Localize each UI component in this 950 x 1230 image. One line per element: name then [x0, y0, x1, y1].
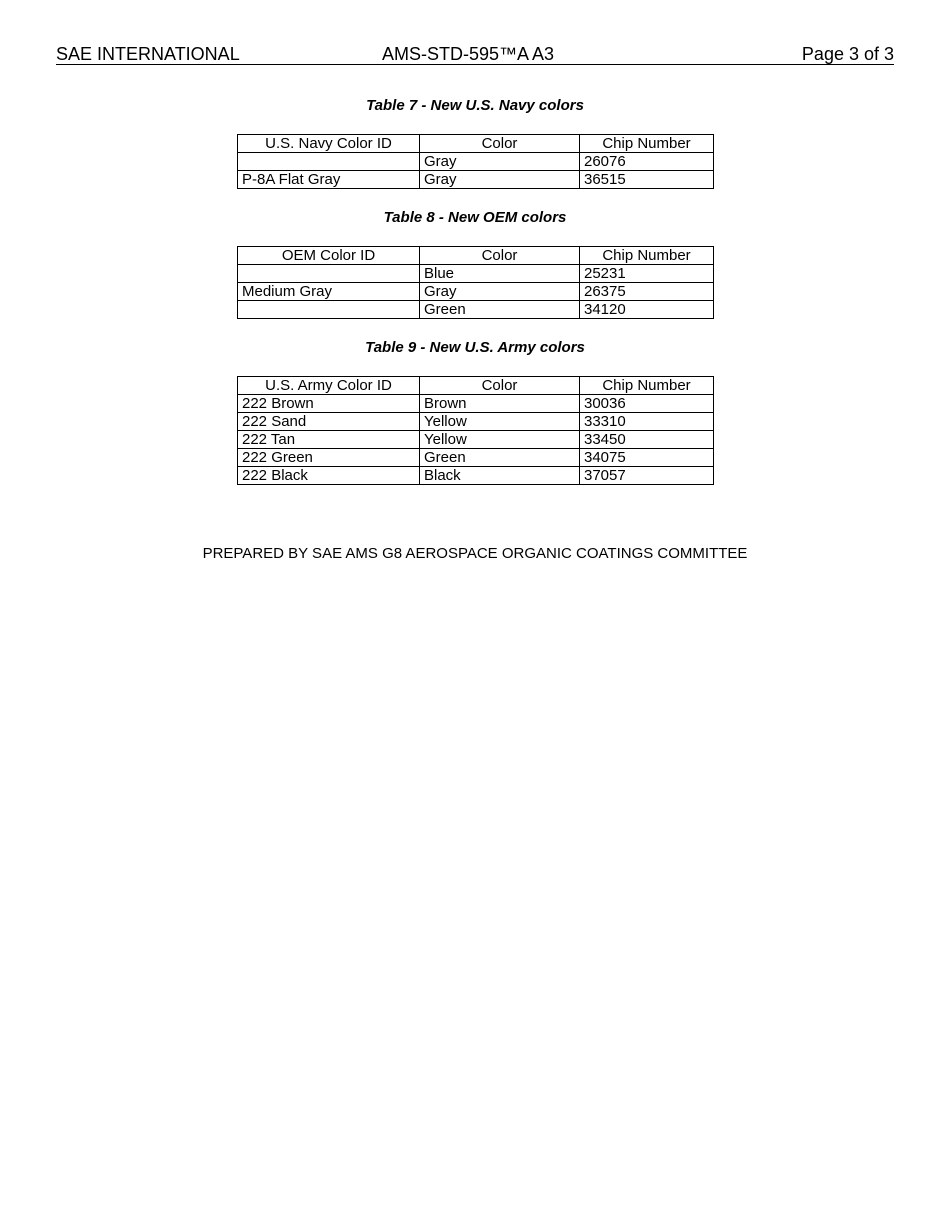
table-row: [238, 395, 714, 413]
table7-caption: Table 7 - New U.S. Navy colors: [366, 97, 584, 114]
table-row: [238, 449, 714, 467]
column-header-color: Color: [420, 377, 580, 395]
cell-color-id: 222 Tan: [238, 431, 420, 449]
table8-oem-colors: [237, 246, 714, 319]
column-header-color-id: U.S. Navy Color ID: [238, 135, 420, 153]
column-header-chip-number: Chip Number: [580, 247, 714, 265]
column-header-chip-number: Chip Number: [580, 377, 714, 395]
cell-color: Green: [420, 301, 580, 319]
cell-color: Yellow: [420, 431, 580, 449]
cell-color: Blue: [420, 265, 580, 283]
cell-color-id: 222 Black: [238, 467, 420, 485]
table8-caption: Table 8 - New OEM colors: [383, 209, 567, 226]
table-row: [238, 265, 714, 283]
header-document-id: AMS-STD-595™A A3: [382, 44, 555, 64]
cell-color: Gray: [420, 283, 580, 301]
cell-chip-number: 37057: [580, 467, 714, 485]
cell-color: Green: [420, 449, 580, 467]
header-page-number: Page 3 of 3: [801, 44, 894, 64]
column-header-color: Color: [420, 247, 580, 265]
table-row: [238, 283, 714, 301]
cell-chip-number: 26375: [580, 283, 714, 301]
column-header-color-id: OEM Color ID: [238, 247, 420, 265]
table-row: [238, 301, 714, 319]
column-header-color-id: U.S. Army Color ID: [238, 377, 420, 395]
header-organization: SAE INTERNATIONAL: [56, 44, 240, 64]
cell-color-id: 222 Brown: [238, 395, 420, 413]
cell-color-id: [238, 153, 420, 171]
cell-color: Gray: [420, 153, 580, 171]
cell-chip-number: 33450: [580, 431, 714, 449]
cell-color: Yellow: [420, 413, 580, 431]
table-row: [238, 431, 714, 449]
cell-color-id: 222 Green: [238, 449, 420, 467]
cell-color: Brown: [420, 395, 580, 413]
column-header-chip-number: Chip Number: [580, 135, 714, 153]
table-row: [238, 171, 714, 189]
table-header-row: [238, 135, 714, 153]
table-row: [238, 413, 714, 431]
cell-color-id: [238, 301, 420, 319]
table-row: [238, 467, 714, 485]
page-header: [56, 44, 894, 65]
cell-chip-number: 36515: [580, 171, 714, 189]
table-header-row: [238, 247, 714, 265]
cell-color: Black: [420, 467, 580, 485]
table-header-row: [238, 377, 714, 395]
cell-chip-number: 33310: [580, 413, 714, 431]
table9-army-colors: [237, 376, 714, 485]
table7-navy-colors: [237, 134, 714, 189]
cell-color-id: Medium Gray: [238, 283, 420, 301]
cell-color-id: 222 Sand: [238, 413, 420, 431]
cell-color: Gray: [420, 171, 580, 189]
cell-chip-number: 25231: [580, 265, 714, 283]
cell-chip-number: 30036: [580, 395, 714, 413]
table9-caption: Table 9 - New U.S. Army colors: [365, 339, 585, 356]
table-row: [238, 153, 714, 171]
cell-chip-number: 34075: [580, 449, 714, 467]
column-header-color: Color: [420, 135, 580, 153]
cell-chip-number: 34120: [580, 301, 714, 319]
prepared-by-statement: PREPARED BY SAE AMS G8 AEROSPACE ORGANIC COATINGS COMMITTEE: [202, 545, 748, 562]
cell-color-id: [238, 265, 420, 283]
cell-color-id: P-8A Flat Gray: [238, 171, 420, 189]
cell-chip-number: 26076: [580, 153, 714, 171]
